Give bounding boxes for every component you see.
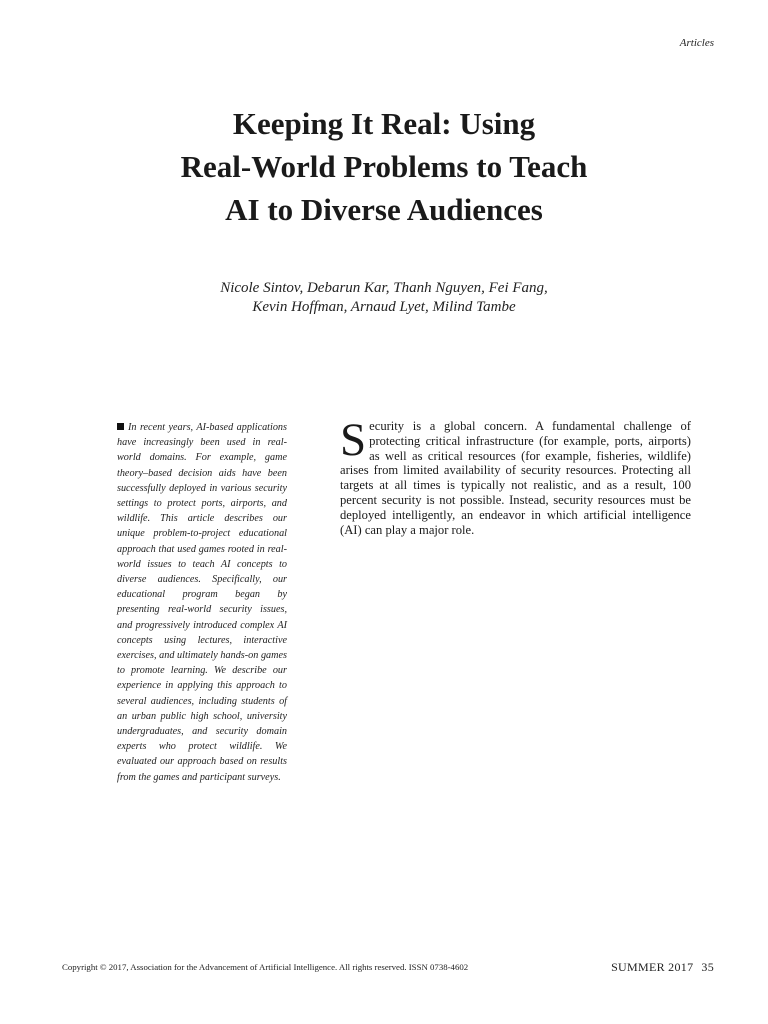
section-label: Articles [679, 37, 714, 49]
article-title [84, 102, 684, 231]
title-line: AI to Diverse Audiences [225, 192, 543, 227]
page-number: 35 [701, 960, 714, 974]
author-line: Nicole Sintov, Debarun Kar, Thanh Nguyen, Fei Fang, [220, 280, 548, 296]
abstract [117, 420, 287, 785]
author-list [84, 279, 684, 317]
title-line: Real-World Problems to Teach [180, 149, 588, 184]
square-bullet-icon [117, 423, 124, 430]
author-line: Kevin Hoffman, Arnaud Lyet, Milind Tambe [252, 299, 516, 315]
drop-cap: S [340, 414, 367, 466]
issue-label: SUMMER 2017 [611, 960, 694, 974]
body-paragraph: ecurity is a global concern. A fundamental challenge of protecting critical infrastructure (for example, ports, airports) as well as critical resources (for example, fisheries, wildlife) arises from limited availability of security resources. Protecting all targets at all times is typically not realistic, and as a result, 100 percent security is not possible. Instead, security resources must be deployed intelligently, an endeavor in which artificial intelligence (AI) can play a major role. [340, 419, 691, 537]
title-line: Keeping It Real: Using [232, 106, 536, 141]
page-footer [611, 960, 714, 975]
article-body [340, 414, 691, 537]
copyright-notice: Copyright © 2017, Association for the Advancement of Artificial Intelligence. All rights reserved. ISSN 0738-4602 [62, 962, 469, 972]
abstract-text: In recent years, AI-based applications have increasingly been used in real-world domains. For example, game theory–based decision aids have been successfully deployed in various security settings to protect ports, airports, and wildlife. This article describes our unique problem-to-project educational approach that used games rooted in real-world issues to teach AI concepts to diverse audiences. Specifically, our educational program began by presenting real-world security issues, and progressively introduced complex AI concepts using lectures, interactive exercises, and ultimately hands-on games to promote learning. We describe our experience in applying this approach to several audiences, including students of an urban public high school, university undergraduates, and security domain experts who protect wildlife. We evaluated our approach based on results from the games and participant surveys. [117, 422, 287, 783]
